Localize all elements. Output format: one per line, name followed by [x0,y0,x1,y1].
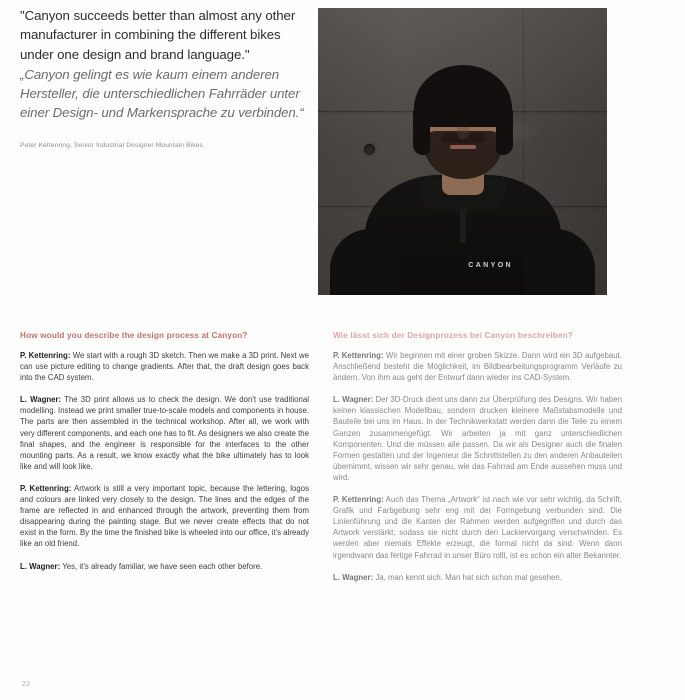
answer-paragraph [20,394,309,472]
pull-quote-german: „Canyon gelingt es wie kaum einem anderen Hersteller, die unterschiedlichen Fahrräder unter einer Design- und Markensprache zu verbinden.“ [20,66,304,121]
speaker-name: P. Kettenring: [333,351,384,360]
question-heading-german: Wie lässt sich der Designprozess bei Canyon beschreiben? [333,331,573,340]
answer-paragraph [20,561,309,572]
answer-paragraph [20,350,309,383]
answer-paragraph [333,572,622,583]
portrait-subject [318,8,607,295]
subject-shoulder-right [525,229,595,295]
canyon-chest-logo: CANYON [468,262,514,269]
speaker-name: L. Wagner: [20,561,61,571]
portrait-photo [318,8,607,295]
speaker-name: L. Wagner: [333,572,374,582]
answer-paragraph [333,350,622,383]
speaker-name: L. Wagner: [20,395,62,405]
subject-shoulder-left [330,229,400,295]
answer-paragraph [333,394,622,483]
photo-background-wall [318,8,607,295]
speaker-name: P. Kettenring: [333,495,384,505]
answer-text: The 3D print allows us to check the design. We don't use traditional modelling. Instead we print smaller true-to-scale models and components in house. The parts are then assembled in the technical workshop. After all, we work with very different components, and each one has to fit. As designers we also create the final shapes, and the engineer is responsible for the interfaces to the other mounting parts. As a result, we know exactly what the bike ultimately has to look like and will look like. [20,395,309,471]
answer-text: Ja, man kennt sich. Man hat sich schon mal gesehen. [373,572,562,582]
answer-text: We start with a rough 3D sketch. Then we make a 3D print. Next we can use picture editing to change gradients. After that, the draft design goes back into the CAD system. [20,351,310,383]
answer-text: Wir beginnen mit einer groben Skizze. Dann wird ein 3D aufgebaut. Anschließend besteht die Möglichkeit, im Bildbearbeitungsprogramm Verläufe zu ändern. Von ihm aus geht der Entwurf dann wieder ins CAD-System. [333,351,622,383]
answer-text: Auch das Thema „Artwork“ ist nach wie vor sehr wichtig, da Schrift, Grafik und Farbgebung sehr eng mit der Formgebung verbunden sind. Die Linienführung und die Kanten der Rahmen werden aufgegriffen und durch das Artwork verstärkt, sodass sie nicht durch den Lackiervorgang verschwinden. Es werden aber niemals Effekte erzeugt, die formal nicht da sind. Wenn dann irgendwann das fertige Fahrrad in unser Büro rollt, ist es schon ein alter Bekannter. [333,495,622,560]
answer-paragraph [20,483,309,550]
subject-hair-top [414,65,512,127]
question-heading-english: How would you describe the design process at Canyon? [20,331,248,340]
speaker-name: P. Kettenring: [20,351,71,360]
subject-mouth [450,145,476,149]
speaker-name: P. Kettenring: [20,483,72,493]
answer-paragraph [333,494,622,561]
page-number: 22 [22,681,31,688]
pull-quote-block [20,6,308,150]
answer-text: Der 3D-Druck dient uns dann zur Überprüfung des Designs. Wir haben keinen klassischen Modellbau, sondern drucken kleinere Maßstabsmodelle und Bauteile bei uns im Haus. In der Technikwerkstatt werden dann die Teile zu einem Ganzen zusammengefügt. Wir arbeiten ja mit ganz unterschiedlichen Komponenten. Und die müssen alle passen. Da wir als Designer auch die finalen Formen gestalten und der Ingenieur die Schnittstellen zu den anderen Anbauteilen übernimmt, wissen wir sehr genau, wie das Fahrrad am Ende aussehen muss und wird. [333,395,622,482]
interview-columns [20,330,665,594]
interview-column-english [20,330,309,594]
pull-quote-credit: Peter Kettenring, Senior Industrial Designer Mountain Bikes [20,141,203,149]
answer-text: Artwork is still a very important topic, because the lettering, logos and colours are linked very closely to the design. The lines and the edges of the frame are reflected in and enhanced through the artwork, preventing them from disappearing during the painting stage. But we never create effects that do not exist in the form. By the time the finished bike is wheeled into our office, it's already like an old friend. [20,483,309,549]
interview-column-german [333,330,622,594]
pull-quote-english: "Canyon succeeds better than almost any other manufacturer in combining the different bikes under one design and brand language." [20,8,296,62]
speaker-name: L. Wagner: [333,395,374,405]
answer-text: Yes, it's already familiar, we have seen each other before. [60,561,263,571]
polo-placket [460,209,466,243]
